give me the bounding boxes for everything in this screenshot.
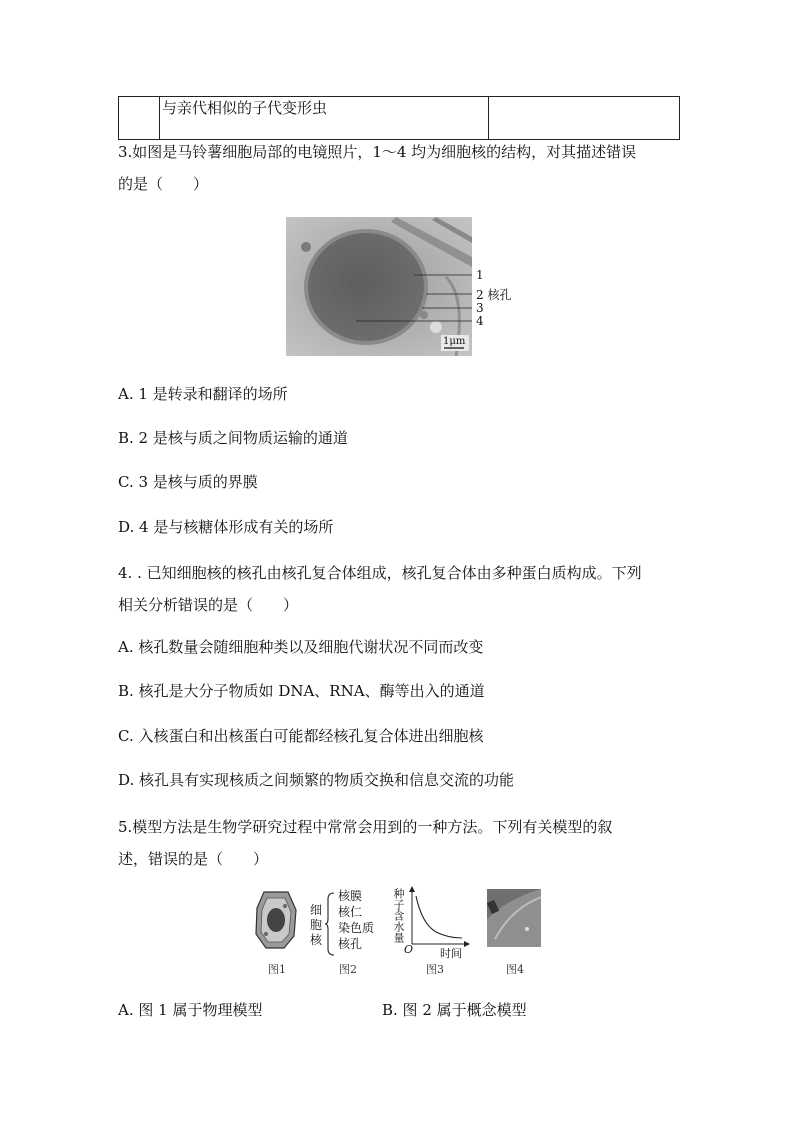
fig4-micrograph: [487, 889, 541, 947]
fig2-left-char: 细: [310, 903, 323, 917]
em-label-1: 1: [476, 268, 484, 282]
fig2-caption: 图2: [339, 963, 357, 976]
q4-option-c: C. 入核蛋白和出核蛋白可能都经核孔复合体进出细胞核: [118, 727, 484, 745]
fig2-left-char: 胞: [310, 918, 323, 932]
q4-stem-line1: 4. . 已知细胞核的核孔由核孔复合体组成，核孔复合体由多种蛋白质构成。下列: [118, 564, 642, 582]
q3-stem-line2: 的是（ ）: [118, 175, 209, 193]
table-cell-empty-right: [489, 97, 680, 140]
fig1-nucleus: [267, 908, 285, 932]
q4-stem-line2: 相关分析错误的是（ ）: [118, 596, 299, 614]
em-scale-bar-label: 1μm: [443, 336, 466, 347]
em-label-4: 4: [476, 314, 484, 328]
q3-option-b: B. 2 是核与质之间物质运输的通道: [118, 429, 348, 447]
fig2-item: 核仁: [338, 905, 363, 919]
em-label-3: 3: [476, 301, 484, 315]
fig1-cell-model: [254, 890, 298, 950]
fig2-item: 核孔: [338, 937, 363, 951]
em-label-2: 2 核孔: [476, 288, 512, 302]
fig3-origin: O: [404, 943, 414, 956]
fig3-curve-chart: [404, 886, 470, 948]
fig2-item: 染色质: [338, 921, 375, 935]
q4-option-b: B. 核孔是大分子物质如 DNA、RNA、酶等出入的通道: [118, 682, 485, 700]
fig2-item: 核膜: [338, 889, 363, 903]
q5-stem-line1: 5.模型方法是生物学研究过程中常常会用到的一种方法。下列有关模型的叙: [118, 818, 613, 836]
q5-option-b: B. 图 2 属于概念模型: [382, 1001, 527, 1019]
q4-option-d: D. 核孔具有实现核质之间频繁的物质交换和信息交流的功能: [118, 771, 515, 789]
q3-option-a: A. 1 是转录和翻译的场所: [118, 385, 288, 403]
q3-stem-line1: 3.如图是马铃薯细胞局部的电镜照片，1～4 均为细胞核的结构，对其描述错误: [118, 143, 637, 161]
fig2-left-char: 核: [310, 933, 323, 947]
q3-option-d: D. 4 是与核糖体形成有关的场所: [118, 518, 334, 536]
fig2-left-term: [310, 903, 322, 948]
q5-stem-line2: 述，错误的是（ ）: [118, 850, 269, 868]
fig3-decay-curve: [416, 896, 462, 938]
table-cell-text: 与亲代相似的子代变形虫: [160, 97, 489, 140]
table-cell-empty: [119, 97, 160, 140]
fig3-caption: 图3: [426, 963, 444, 976]
q3-option-c: C. 3 是核与质的界膜: [118, 473, 258, 491]
fig1-caption: 图1: [268, 963, 286, 976]
answer-table: [118, 96, 680, 140]
fig2-items: [338, 888, 374, 952]
nucleus: [308, 233, 424, 341]
table-row: [119, 97, 680, 140]
fig2-brace: [324, 891, 336, 957]
q5-option-a: A. 图 1 属于物理模型: [118, 1001, 263, 1019]
fig3-xlabel: 时间: [440, 947, 462, 960]
fig4-caption: 图4: [506, 963, 524, 976]
fig3-ylabel: 种子含水量: [392, 888, 405, 943]
q4-option-a: A. 核孔数量会随细胞种类以及细胞代谢状况不同而改变: [118, 638, 484, 656]
